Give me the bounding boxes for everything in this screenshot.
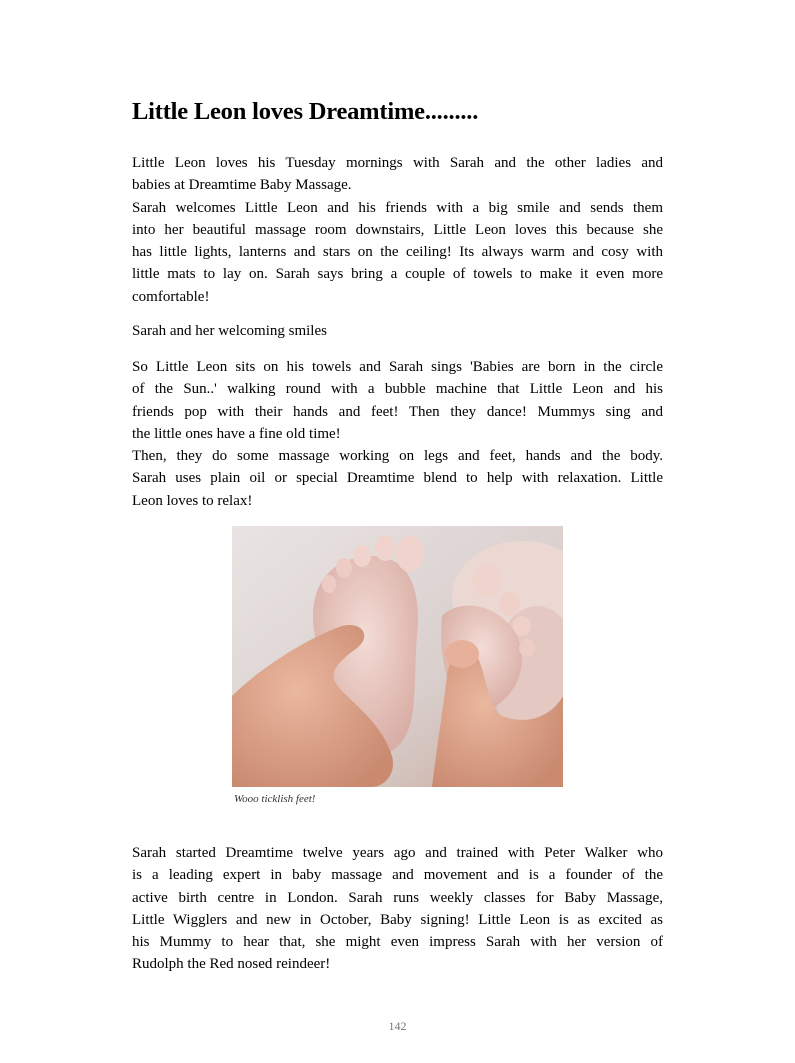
article-title: Little Leon loves Dreamtime......... (132, 98, 479, 125)
session-paragraph (132, 356, 663, 512)
text-line: Sarah uses plain oil or special Dreamtime blend to help with relaxation. Little (132, 470, 663, 487)
welcoming-smiles-paragraph (132, 320, 663, 342)
photo-caption: Wooo ticklish feet! (234, 793, 316, 805)
text-line: into her beautiful massage room downstairs, Little Leon loves this because she (132, 221, 663, 238)
text-line: active birth centre in London. Sarah runs weekly classes for Baby Massage, (132, 889, 663, 906)
text-line: Sarah welcomes Little Leon and his friends with a big smile and sends them (132, 199, 663, 216)
text-line: Rudolph the Red nosed reindeer! (132, 956, 331, 973)
text-line: babies at Dreamtime Baby Massage. (132, 177, 352, 194)
page-number: 142 (388, 1019, 407, 1033)
text-line: Little Wigglers and new in October, Baby signing! Little Leon is as excited as (132, 911, 663, 928)
text-line: Little Leon loves his Tuesday mornings with Sarah and the other ladies and (132, 155, 663, 171)
intro-paragraph (132, 152, 663, 308)
text-line: the little ones have a fine old time! (132, 425, 341, 442)
text-line: Leon loves to relax! (132, 492, 253, 509)
text-line: is a leading expert in baby massage and movement and is a founder of the (132, 867, 663, 884)
text-line: Then, they do some massage working on legs and feet, hands and the body. (132, 448, 663, 465)
text-line: his Mummy to hear that, she might even impress Sarah with her version of (132, 934, 663, 951)
baby-feet-photo (232, 526, 563, 787)
about-sarah-paragraph (132, 842, 663, 976)
text-line: of the Sun..' walking round with a bubble machine that Little Leon and his (132, 381, 663, 398)
text-line: So Little Leon sits on his towels and Sarah sings 'Babies are born in the circle (132, 359, 663, 375)
text-line: Sarah started Dreamtime twelve years ago and trained with Peter Walker who (132, 845, 663, 861)
text-line: little mats to lay on. Sarah says bring a couple of towels to make it even more (132, 266, 663, 283)
text-line: comfortable! (132, 288, 210, 305)
text-line: Sarah and her welcoming smiles (132, 323, 327, 339)
text-line: friends pop with their hands and feet! Then they dance! Mummys sing and (132, 403, 663, 420)
text-line: has little lights, lanterns and stars on the ceiling! Its always warm and cosy with (132, 244, 663, 261)
